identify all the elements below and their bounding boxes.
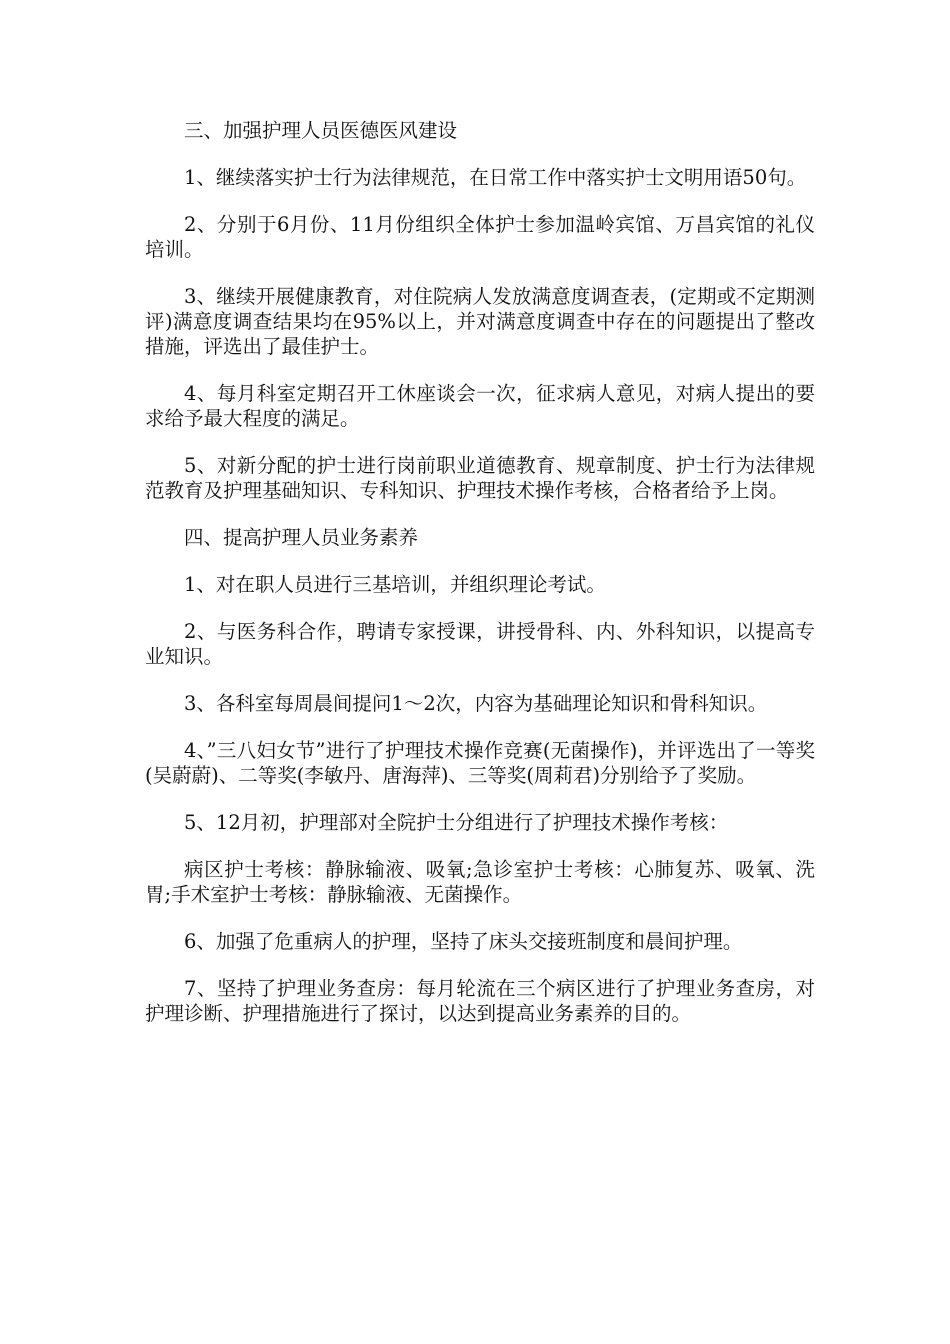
paragraph: 病区护士考核：静脉输液、吸氧;急诊室护士考核：心肺复苏、吸氧、洗胃;手术室护士考核：静脉输液、无菌操作。: [145, 858, 815, 906]
paragraph: 5、对新分配的护士进行岗前职业道德教育、规章制度、护士行为法律规范教育及护理基础知识、专科知识、护理技术操作考核，合格者给予上岗。: [145, 454, 815, 502]
paragraph: 2、分别于6月份、11月份组织全体护士参加温岭宾馆、万昌宾馆的礼仪培训。: [145, 213, 815, 261]
paragraph: 2、与医务科合作，聘请专家授课，讲授骨科、内、外科知识，以提高专业知识。: [145, 620, 815, 668]
paragraph: 1、继续落实护士行为法律规范，在日常工作中落实护士文明用语50句。: [184, 166, 807, 189]
paragraph: 6、加强了危重病人的护理，坚持了床头交接班制度和晨间护理。: [184, 930, 743, 953]
paragraph: 1、对在职人员进行三基培训，并组织理论考试。: [184, 573, 606, 596]
section-heading-professional-quality: 四、提高护理人员业务素养: [184, 526, 419, 549]
paragraph: 3、各科室每周晨间提问1～2次，内容为基础理论知识和骨科知识。: [184, 692, 768, 715]
paragraph: 5、12月初，护理部对全院护士分组进行了护理技术操作考核：: [184, 811, 729, 834]
section-heading-medical-ethics: 三、加强护理人员医德医风建设: [184, 119, 458, 142]
paragraph: 4、每月科室定期召开工休座谈会一次，征求病人意见，对病人提出的要求给予最大程度的满足。: [145, 382, 815, 430]
paragraph: 3、继续开展健康教育，对住院病人发放满意度调查表，(定期或不定期测评)满意度调查结果均在95%以上，并对满意度调查中存在的问题提出了整改措施，评选出了最佳护士。: [145, 285, 815, 358]
document-page: [145, 118, 815, 1048]
paragraph: 4、”三八妇女节”进行了护理技术操作竞赛(无菌操作)，并评选出了一等奖(吴蔚蔚)、二等奖(李敏丹、唐海萍)、三等奖(周莉君)分别给予了奖励。: [145, 739, 815, 787]
paragraph: 7、坚持了护理业务查房：每月轮流在三个病区进行了护理业务查房，对护理诊断、护理措施进行了探讨，以达到提高业务素养的目的。: [145, 977, 815, 1025]
